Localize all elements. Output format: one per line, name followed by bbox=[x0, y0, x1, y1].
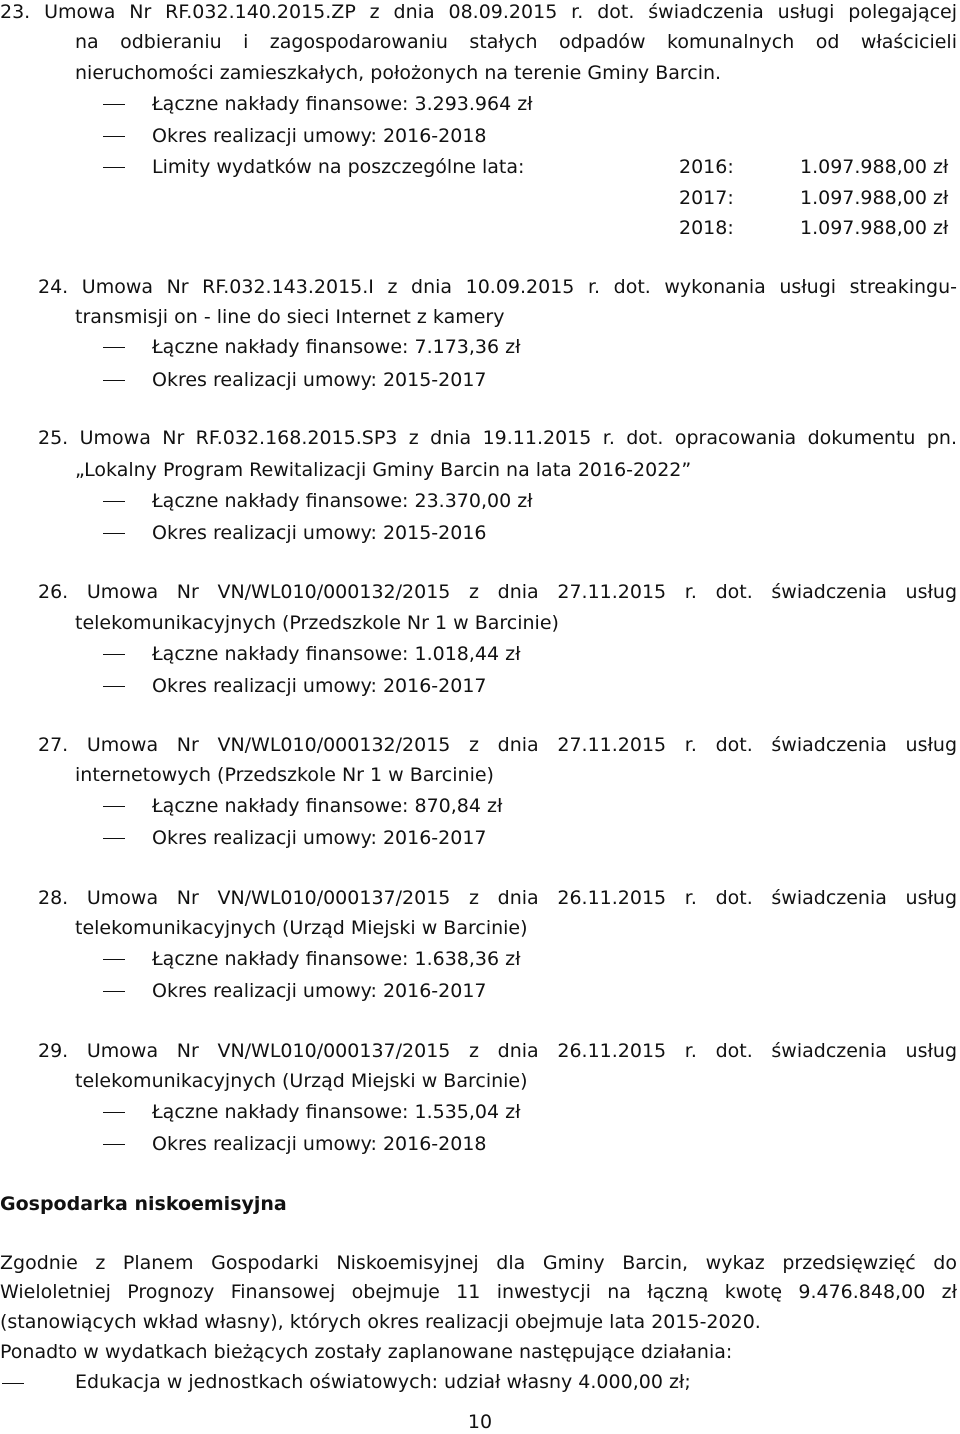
year-amount: 1.097.988,00 zł bbox=[800, 217, 949, 239]
dash-icon bbox=[103, 167, 125, 168]
section-bullet: Edukacja w jednostkach oświatowych: udział własny 4.000,00 zł; bbox=[75, 1371, 691, 1393]
dash-icon bbox=[103, 136, 125, 137]
dash-icon bbox=[103, 533, 125, 534]
section-paragraph-line: Wieloletniej Prognozy Finansowej obejmuje 11 inwestycji na łączną kwotę 9.476.848,00 zł bbox=[0, 1281, 957, 1303]
item26-okres: Okres realizacji umowy: 2016-2017 bbox=[152, 675, 487, 697]
item24-okres: Okres realizacji umowy: 2015-2017 bbox=[152, 369, 487, 391]
item29-okres: Okres realizacji umowy: 2016-2018 bbox=[152, 1133, 487, 1155]
item23-line2: na odbieraniu i zagospodarowaniu stałych odpadów komunalnych od właścicieli bbox=[75, 31, 957, 53]
dash-icon bbox=[2, 1383, 24, 1384]
item28-nakl: Łączne nakłady finansowe: 1.638,36 zł bbox=[152, 948, 521, 970]
item28-line1: 28. Umowa Nr VN/WL010/000137/2015 z dnia 26.11.2015 r. dot. świadczenia usług bbox=[38, 887, 957, 909]
item27-line2: internetowych (Przedszkole Nr 1 w Barcinie) bbox=[75, 764, 494, 786]
item29-line1: 29. Umowa Nr VN/WL010/000137/2015 z dnia 26.11.2015 r. dot. świadczenia usług bbox=[38, 1040, 957, 1062]
dash-icon bbox=[103, 838, 125, 839]
year-label: 2018: bbox=[679, 217, 734, 239]
item29-line2: telekomunikacyjnych (Urząd Miejski w Barcinie) bbox=[75, 1070, 528, 1092]
item23-limity: Limity wydatków na poszczególne lata: bbox=[152, 156, 525, 178]
dash-icon bbox=[103, 104, 125, 105]
page-number: 10 bbox=[467, 1411, 493, 1433]
item24-line1: 24. Umowa Nr RF.032.143.2015.I z dnia 10.09.2015 r. dot. wykonania usługi streakingu- bbox=[38, 276, 957, 298]
year-amount: 1.097.988,00 zł bbox=[800, 187, 949, 209]
item28-line2: telekomunikacyjnych (Urząd Miejski w Barcinie) bbox=[75, 917, 528, 939]
item23-line3: nieruchomości zamieszkałych, położonych na terenie Gminy Barcin. bbox=[75, 62, 722, 84]
item25-okres: Okres realizacji umowy: 2015-2016 bbox=[152, 522, 487, 544]
item25-line1: 25. Umowa Nr RF.032.168.2015.SP3 z dnia 19.11.2015 r. dot. opracowania dokumentu pn. bbox=[38, 427, 957, 449]
dash-icon bbox=[103, 991, 125, 992]
item24-line2: transmisji on - line do sieci Internet z kamery bbox=[75, 306, 505, 328]
section-paragraph-line: Zgodnie z Planem Gospodarki Niskoemisyjnej dla Gminy Barcin, wykaz przedsięwzięć do bbox=[0, 1252, 957, 1274]
item29-nakl: Łączne nakłady finansowe: 1.535,04 zł bbox=[152, 1101, 521, 1123]
item27-line1: 27. Umowa Nr VN/WL010/000132/2015 z dnia 27.11.2015 r. dot. świadczenia usług bbox=[38, 734, 957, 756]
section-heading: Gospodarka niskoemisyjna bbox=[0, 1193, 287, 1215]
item26-line2: telekomunikacyjnych (Przedszkole Nr 1 w Barcinie) bbox=[75, 612, 559, 634]
item26-nakl: Łączne nakłady finansowe: 1.018,44 zł bbox=[152, 643, 521, 665]
item27-nakl: Łączne nakłady finansowe: 870,84 zł bbox=[152, 795, 503, 817]
dash-icon bbox=[103, 501, 125, 502]
dash-icon bbox=[103, 959, 125, 960]
dash-icon bbox=[103, 1144, 125, 1145]
dash-icon bbox=[103, 380, 125, 381]
year-label: 2017: bbox=[679, 187, 734, 209]
item23-okres: Okres realizacji umowy: 2016-2018 bbox=[152, 125, 487, 147]
section-paragraph-line: Ponadto w wydatkach bieżących zostały zaplanowane następujące działania: bbox=[0, 1341, 733, 1363]
dash-icon bbox=[103, 806, 125, 807]
dash-icon bbox=[103, 347, 125, 348]
item23-nakl: Łączne nakłady finansowe: 3.293.964 zł bbox=[152, 93, 533, 115]
year-label: 2016: bbox=[679, 156, 734, 178]
item26-line1: 26. Umowa Nr VN/WL010/000132/2015 z dnia 27.11.2015 r. dot. świadczenia usług bbox=[38, 581, 957, 603]
item24-nakl: Łączne nakłady finansowe: 7.173,36 zł bbox=[152, 336, 521, 358]
item27-okres: Okres realizacji umowy: 2016-2017 bbox=[152, 827, 487, 849]
item28-okres: Okres realizacji umowy: 2016-2017 bbox=[152, 980, 487, 1002]
dash-icon bbox=[103, 654, 125, 655]
item23-line1: 23. Umowa Nr RF.032.140.2015.ZP z dnia 08.09.2015 r. dot. świadczenia usługi polegającej bbox=[0, 1, 957, 23]
dash-icon bbox=[103, 1112, 125, 1113]
item25-nakl: Łączne nakłady finansowe: 23.370,00 zł bbox=[152, 490, 533, 512]
item25-line2: „Lokalny Program Rewitalizacji Gminy Barcin na lata 2016-2022” bbox=[75, 459, 692, 481]
dash-icon bbox=[103, 686, 125, 687]
year-amount: 1.097.988,00 zł bbox=[800, 156, 949, 178]
section-paragraph-line: (stanowiących wkład własny), których okres realizacji obejmuje lata 2015-2020. bbox=[0, 1311, 761, 1333]
